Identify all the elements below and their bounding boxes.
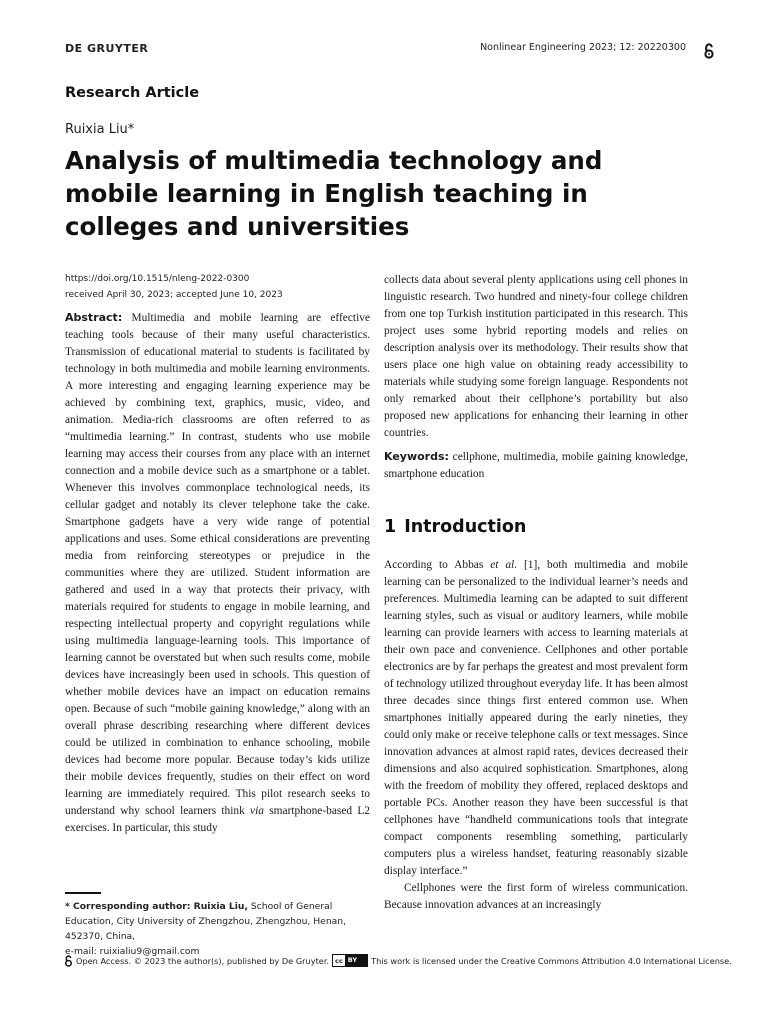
article-dates: received April 30, 2023; accepted June 10, 2023 (65, 290, 283, 300)
intro-etal: et al. (490, 559, 518, 571)
introduction-paragraph-2: Cellphones were the first form of wireless communication. Because innovation advances at an increasingly (384, 882, 688, 911)
section-heading (384, 517, 526, 537)
footnote-rule (65, 892, 101, 894)
abstract-text-end: smartphone-based L2 exercises. In particular, this study (65, 805, 370, 834)
journal-citation: Nonlinear Engineering 2023; 12: 20220300 (480, 42, 686, 53)
abstract-text: Multimedia and mobile learning are effective teaching tools because of their many useful characteristics. Transmission of educational material to students is facilitated by technology in both multimedia and mobile learning environments. A more interesting and engaging learning experience may be achieved by combining text, graphics, music, video, and animation. Media-rich classrooms are often referred to as “multimedia learning.” In contrast, students who use mobile learning may access their courses from any place with an internet connection and a mobile device such as a smartphone or a tablet. Whenever this involves commonplace technological needs, its cellular gadget and notably its clever telephone take the cake. Smartphone gadgets have a very wide range of potential applications and uses. Some ethical considerations are preventing media from reinforcing stereotypes or prejudice in the communities where they are utilized. Student information are gathered and used in a way that protects their privacy, with materials required for students to engage in mobile learning, and respecting intellectual property and copyright regulations while using multimedia language-learning tools. This importance of learning cannot be overstated but when such results come, mobile devices have increasingly been used in schools. This question of whether mobile devices have an impact on education remains open. Because of such “mobile gaining knowledge,” along with an overall phrase describing researching where different devices could be utilized in combination to enhance schooling, mobile devices had become more popular. Because today’s kids utilize their mobile devices frequently, studies on their effect on word learning are immediately required. This pilot research seeks to understand why school learners think (65, 312, 370, 817)
section-title: Introduction (404, 517, 527, 537)
abstract-label: Abstract: (65, 311, 123, 324)
abstract-continued: collects data about several plenty applications using cell phones in linguistic research. Two hundred and ninety-four college children from one top Turkish institution participated in this research. This project uses some hybrid reporting models and relies on description analysis over its methodology. Their results show that users place one high value on obtaining ready accessibility to materials while studying some foreign language. Respondents not only remarked about their cellphone’s portability but also proposed new applications for enhancing their learning in other countries. (384, 274, 688, 439)
keywords-text: cellphone, multimedia, mobile gaining knowledge, smartphone education (384, 451, 688, 480)
footnote-text: School of General Education, City University of Zhengzhou, Zhengzhou, Henan, 452370, China, (65, 901, 347, 942)
footer-copyright: Open Access. © 2023 the author(s), published by De Gruyter. (76, 955, 330, 966)
keywords (384, 448, 688, 483)
intro-text: According to Abbas (384, 559, 491, 571)
cc-by-license-badge[interactable] (332, 954, 368, 967)
article-type: Research Article (65, 85, 200, 101)
open-access-icon (703, 43, 715, 59)
keywords-label: Keywords: (384, 450, 449, 463)
publisher-name: DE GRUYTER (65, 42, 149, 55)
by-label: BY (345, 955, 367, 966)
author-name: Ruixia Liu* (65, 122, 135, 137)
section-number: 1 (384, 517, 397, 537)
license-footer (64, 954, 732, 967)
doi-link[interactable]: https://doi.org/10.1515/nleng-2022-0300 (65, 274, 250, 284)
introduction-paragraph-1 (384, 557, 688, 880)
introduction-body (384, 557, 688, 914)
abstract-via: via (250, 805, 264, 817)
abstract (65, 309, 370, 837)
footnote-label: * Corresponding author: Ruixia Liu, (65, 901, 248, 912)
article-title: Analysis of multimedia technology and mobile learning in English teaching in colleges and universities (65, 146, 603, 241)
footer-license-text: This work is licensed under the Creative Commons Attribution 4.0 International License. (371, 955, 732, 966)
corresponding-author-footnote (65, 899, 375, 959)
open-access-icon (64, 955, 73, 967)
author-email[interactable]: e-mail: ruixialiu9@gmail.com (65, 946, 200, 957)
cc-label: cc (335, 956, 343, 965)
intro-text-cont: [1], both multimedia and mobile learning can be personalized to the individual learner’s needs and preferences. Multimedia learning can be adapted to suit different learning styles, such as visual or auditory learners, while mobile learning can provide learners with access to learning materials at their own pace and convenience. Cellphones and other portable electronics are by far perhaps the greatest and most prevalent form of technology utilized throughout everyday life. It has been almost three decades since things first entered common use. When smartphones initially appeared during the early nineties, they could only make or receive telephone calls or text messages. Since innovation advances at almost rapid rates, devices decreased their dimensions and also acquired sophistication. Smartphones, along with the freedom of mobility they offered, replaced desktops and portable PCs. Another reason they have been successful is that cellphones have “handheld communications tools that integrate compact components resembling something, particularly computers plus a wireless handset, featuring reasonably sizable display interface.” (384, 559, 688, 877)
